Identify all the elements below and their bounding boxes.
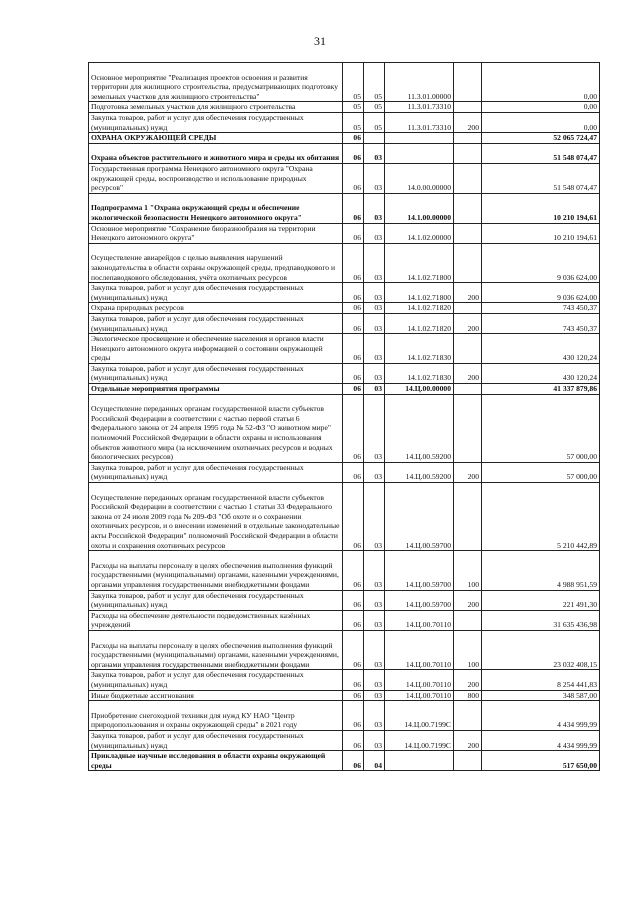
row-section: 06 <box>343 243 364 282</box>
table-row <box>89 384 600 395</box>
row-section: 06 <box>343 730 364 750</box>
row-target-article: 11.3.01.00000 <box>385 63 454 102</box>
row-expense-type <box>454 102 482 113</box>
row-name: ОХРАНА ОКРУЖАЮЩЕЙ СРЕДЫ <box>89 133 343 144</box>
row-expense-type: 200 <box>454 313 482 333</box>
table-row <box>89 551 600 590</box>
budget-table-body <box>89 63 600 771</box>
row-section: 06 <box>343 163 364 193</box>
table-row <box>89 193 600 223</box>
row-section: 06 <box>343 303 364 314</box>
row-amount: 517 650,00 <box>482 751 600 771</box>
row-section: 06 <box>343 483 364 551</box>
row-name: Экологическое просвещение и обеспечение населения и органов власти Ненецкого автономного округа информацией о состоянии окружающей среды <box>89 334 343 364</box>
row-expense-type <box>454 334 482 364</box>
row-target-article: 14.Ц.00.59700 <box>385 590 454 610</box>
row-expense-type: 100 <box>454 631 482 670</box>
table-row <box>89 610 600 630</box>
row-target-article: 14.Ц.00.59700 <box>385 483 454 551</box>
table-row <box>89 462 600 482</box>
table-row <box>89 631 600 670</box>
row-expense-type: 200 <box>454 112 482 132</box>
row-subsection: 05 <box>364 102 385 113</box>
table-row <box>89 102 600 113</box>
row-name: Подпрограмма 1 "Охрана окружающей среды и обеспечение экологической безопасности Ненецкого автономного округа" <box>89 193 343 223</box>
table-row <box>89 394 600 462</box>
row-target-article: 14.1.00.00000 <box>385 193 454 223</box>
row-expense-type <box>454 610 482 630</box>
row-name: Осуществление авиарейдов с целью выявления нарушений законодательства в области охраны окружающей среды, предпаводкового и послепаводкового обследования, учёта охотничьих ресурсов <box>89 243 343 282</box>
row-name: Закупка товаров, работ и услуг для обеспечения государственных (муниципальных) нужд <box>89 313 343 333</box>
table-row <box>89 63 600 102</box>
row-amount: 221 491,30 <box>482 590 600 610</box>
row-target-article: 14.Ц.00.59200 <box>385 462 454 482</box>
table-row <box>89 313 600 333</box>
row-subsection: 03 <box>364 313 385 333</box>
row-target-article: 11.3.01.73310 <box>385 112 454 132</box>
row-amount: 23 032 408,15 <box>482 631 600 670</box>
row-subsection: 03 <box>364 730 385 750</box>
row-section: 06 <box>343 690 364 701</box>
table-row <box>89 690 600 701</box>
row-subsection: 03 <box>364 384 385 395</box>
row-expense-type <box>454 133 482 144</box>
table-row <box>89 163 600 193</box>
row-target-article: 14.Ц.00.7199С <box>385 730 454 750</box>
row-expense-type: 200 <box>454 590 482 610</box>
row-section: 06 <box>343 223 364 243</box>
row-expense-type <box>454 384 482 395</box>
row-name: Основное мероприятие "Сохранение биоразнообразия на территории Ненецкого автономного округа" <box>89 223 343 243</box>
row-amount: 430 120,24 <box>482 363 600 383</box>
row-name: Закупка товаров, работ и услуг для обеспечения государственных (муниципальных) нужд <box>89 590 343 610</box>
row-section: 06 <box>343 670 364 690</box>
row-name: Осуществление переданных органам государственной власти субъектов Российской Федерации в соответствии с частью 1 статьи 33 Федерального закона от 24 июля 2009 года № 209-ФЗ "Об охоте и о сохранении охотничьих ресурсов, и о внесении изменений в отдельные законодательные акты Российской Федерации" полномочий Российской Федерации в области охоты и сохранения охотничьих ресурсов <box>89 483 343 551</box>
row-name: Приобретение снегоходной техники для нужд КУ НАО "Центр природопользования и охраны окружающей среды" в 2021 году <box>89 701 343 731</box>
table-row <box>89 143 600 163</box>
row-subsection: 03 <box>364 334 385 364</box>
row-name: Охрана объектов растительного и животного мира и среды их обитания <box>89 143 343 163</box>
row-amount: 4 434 999,99 <box>482 730 600 750</box>
row-subsection: 03 <box>364 483 385 551</box>
row-amount: 51 548 074,47 <box>482 143 600 163</box>
row-subsection: 03 <box>364 243 385 282</box>
row-target-article: 14.Ц.00.70110 <box>385 610 454 630</box>
row-section: 06 <box>343 631 364 670</box>
row-expense-type <box>454 243 482 282</box>
row-name: Закупка товаров, работ и услуг для обеспечения государственных (муниципальных) нужд <box>89 670 343 690</box>
row-subsection: 05 <box>364 112 385 132</box>
row-target-article: 14.Ц.00.00000 <box>385 384 454 395</box>
row-section: 06 <box>343 551 364 590</box>
row-subsection: 05 <box>364 63 385 102</box>
row-expense-type <box>454 303 482 314</box>
row-expense-type: 200 <box>454 462 482 482</box>
row-amount: 52 065 724,47 <box>482 133 600 144</box>
row-amount: 51 548 074,47 <box>482 163 600 193</box>
row-name: Отдельные мероприятия программы <box>89 384 343 395</box>
row-target-article: 14.Ц.00.59700 <box>385 551 454 590</box>
row-amount: 4 434 999,99 <box>482 701 600 731</box>
row-target-article: 14.Ц.00.70110 <box>385 670 454 690</box>
row-subsection: 03 <box>364 670 385 690</box>
row-amount: 9 036 624,00 <box>482 243 600 282</box>
table-row <box>89 303 600 314</box>
row-subsection: 03 <box>364 462 385 482</box>
row-subsection: 03 <box>364 163 385 193</box>
row-section: 06 <box>343 143 364 163</box>
row-section: 06 <box>343 283 364 303</box>
row-amount: 9 036 624,00 <box>482 283 600 303</box>
row-name: Прикладные научные исследования в области охраны окружающей среды <box>89 751 343 771</box>
row-amount: 0,00 <box>482 102 600 113</box>
row-target-article: 14.1.02.71820 <box>385 303 454 314</box>
row-target-article <box>385 751 454 771</box>
row-target-article: 14.Ц.00.70110 <box>385 690 454 701</box>
row-expense-type: 200 <box>454 670 482 690</box>
row-name: Иные бюджетные ассигнования <box>89 690 343 701</box>
row-expense-type <box>454 193 482 223</box>
row-expense-type <box>454 394 482 462</box>
page-number: 31 <box>314 34 326 48</box>
row-target-article: 14.1.02.71820 <box>385 313 454 333</box>
row-expense-type: 200 <box>454 730 482 750</box>
row-target-article: 14.1.02.71800 <box>385 283 454 303</box>
row-section: 06 <box>343 701 364 731</box>
row-amount: 430 120,24 <box>482 334 600 364</box>
row-subsection: 03 <box>364 590 385 610</box>
row-target-article: 14.Ц.00.70110 <box>385 631 454 670</box>
row-target-article: 14.1.02.71830 <box>385 334 454 364</box>
table-row <box>89 590 600 610</box>
row-name: Закупка товаров, работ и услуг для обеспечения государственных (муниципальных) нужд <box>89 283 343 303</box>
row-expense-type: 200 <box>454 283 482 303</box>
row-name: Закупка товаров, работ и услуг для обеспечения государственных (муниципальных) нужд <box>89 462 343 482</box>
row-name: Расходы на выплаты персоналу в целях обеспечения выполнения функций государственными (муниципальными) органами, казенными учреждениями, органами управления государственными внебюджетными фондами <box>89 631 343 670</box>
row-name: Охрана природных ресурсов <box>89 303 343 314</box>
row-expense-type <box>454 63 482 102</box>
row-subsection: 04 <box>364 751 385 771</box>
row-amount: 4 988 951,59 <box>482 551 600 590</box>
row-name: Закупка товаров, работ и услуг для обеспечения государственных (муниципальных) нужд <box>89 363 343 383</box>
row-expense-type: 100 <box>454 551 482 590</box>
table-row <box>89 112 600 132</box>
row-expense-type <box>454 143 482 163</box>
row-amount: 5 210 442,89 <box>482 483 600 551</box>
row-target-article <box>385 143 454 163</box>
row-amount: 0,00 <box>482 112 600 132</box>
row-subsection: 03 <box>364 193 385 223</box>
row-subsection <box>364 133 385 144</box>
row-amount: 41 337 879,86 <box>482 384 600 395</box>
row-name: Осуществление переданных органам государственной власти субъектов Российской Федерации в соответствии с частью первой статьи 6 Федерального закона от 24 апреля 1995 года № 52-ФЗ "О животном мире" полномочий Российской Федерации в области охраны и использования объектов животного мира (за исключением охотничьих ресурсов и водных биологических ресурсов) <box>89 394 343 462</box>
row-section: 05 <box>343 102 364 113</box>
row-amount: 10 210 194,61 <box>482 193 600 223</box>
row-amount: 57 000,00 <box>482 394 600 462</box>
row-section: 06 <box>343 334 364 364</box>
row-section: 06 <box>343 384 364 395</box>
row-section: 05 <box>343 63 364 102</box>
row-name: Закупка товаров, работ и услуг для обеспечения государственных (муниципальных) нужд <box>89 730 343 750</box>
row-section: 06 <box>343 313 364 333</box>
row-name: Подготовка земельных участков для жилищного строительства <box>89 102 343 113</box>
row-target-article: 14.1.02.71830 <box>385 363 454 383</box>
table-row <box>89 334 600 364</box>
row-subsection: 03 <box>364 701 385 731</box>
table-row <box>89 751 600 771</box>
row-subsection: 03 <box>364 394 385 462</box>
row-subsection: 03 <box>364 303 385 314</box>
table-row <box>89 483 600 551</box>
row-amount: 348 587,00 <box>482 690 600 701</box>
row-expense-type <box>454 701 482 731</box>
table-row <box>89 363 600 383</box>
row-section: 06 <box>343 133 364 144</box>
table-row <box>89 730 600 750</box>
row-amount: 31 635 436,98 <box>482 610 600 630</box>
row-subsection: 03 <box>364 363 385 383</box>
row-section: 06 <box>343 193 364 223</box>
row-section: 06 <box>343 363 364 383</box>
row-target-article: 14.Ц.00.7199С <box>385 701 454 731</box>
row-expense-type <box>454 163 482 193</box>
row-target-article: 14.0.00.00000 <box>385 163 454 193</box>
row-target-article: 11.3.01.73310 <box>385 102 454 113</box>
row-amount: 743 450,37 <box>482 313 600 333</box>
row-amount: 0,00 <box>482 63 600 102</box>
row-section: 06 <box>343 590 364 610</box>
budget-table <box>88 62 600 771</box>
table-row <box>89 133 600 144</box>
row-target-article: 14.1.02.71800 <box>385 243 454 282</box>
row-subsection: 03 <box>364 690 385 701</box>
row-section: 06 <box>343 462 364 482</box>
row-section: 06 <box>343 394 364 462</box>
row-subsection: 03 <box>364 223 385 243</box>
row-expense-type: 800 <box>454 690 482 701</box>
row-name: Государственная программа Ненецкого автономного округа "Охрана окружающей среды, воспроизводство и использование природных ресурсов" <box>89 163 343 193</box>
row-subsection: 03 <box>364 283 385 303</box>
row-amount: 10 210 194,61 <box>482 223 600 243</box>
table-row <box>89 223 600 243</box>
row-section: 06 <box>343 610 364 630</box>
row-subsection: 03 <box>364 631 385 670</box>
row-expense-type <box>454 223 482 243</box>
row-expense-type <box>454 483 482 551</box>
row-target-article: 14.1.02.00000 <box>385 223 454 243</box>
table-row <box>89 670 600 690</box>
table-row <box>89 283 600 303</box>
row-target-article <box>385 133 454 144</box>
row-name: Расходы на выплаты персоналу в целях обеспечения выполнения функций государственными (муниципальными) органами, казенными учреждениями, органами управления государственными внебюджетными фондами <box>89 551 343 590</box>
table-row <box>89 243 600 282</box>
row-section: 06 <box>343 751 364 771</box>
row-expense-type: 200 <box>454 363 482 383</box>
row-target-article: 14.Ц.00.59200 <box>385 394 454 462</box>
row-subsection: 03 <box>364 551 385 590</box>
table-row <box>89 701 600 731</box>
row-name: Основное мероприятие "Реализация проектов освоения и развития территории для жилищного строительства, предусматривающих подготовку земельных участков для жилищного строительства" <box>89 63 343 102</box>
row-subsection: 03 <box>364 610 385 630</box>
row-section: 05 <box>343 112 364 132</box>
row-name: Закупка товаров, работ и услуг для обеспечения государственных (муниципальных) нужд <box>89 112 343 132</box>
row-amount: 8 254 441,83 <box>482 670 600 690</box>
row-expense-type <box>454 751 482 771</box>
row-name: Расходы на обеспечение деятельности подведомственных казённых учреждений <box>89 610 343 630</box>
row-subsection: 03 <box>364 143 385 163</box>
row-amount: 743 450,37 <box>482 303 600 314</box>
row-amount: 57 000,00 <box>482 462 600 482</box>
